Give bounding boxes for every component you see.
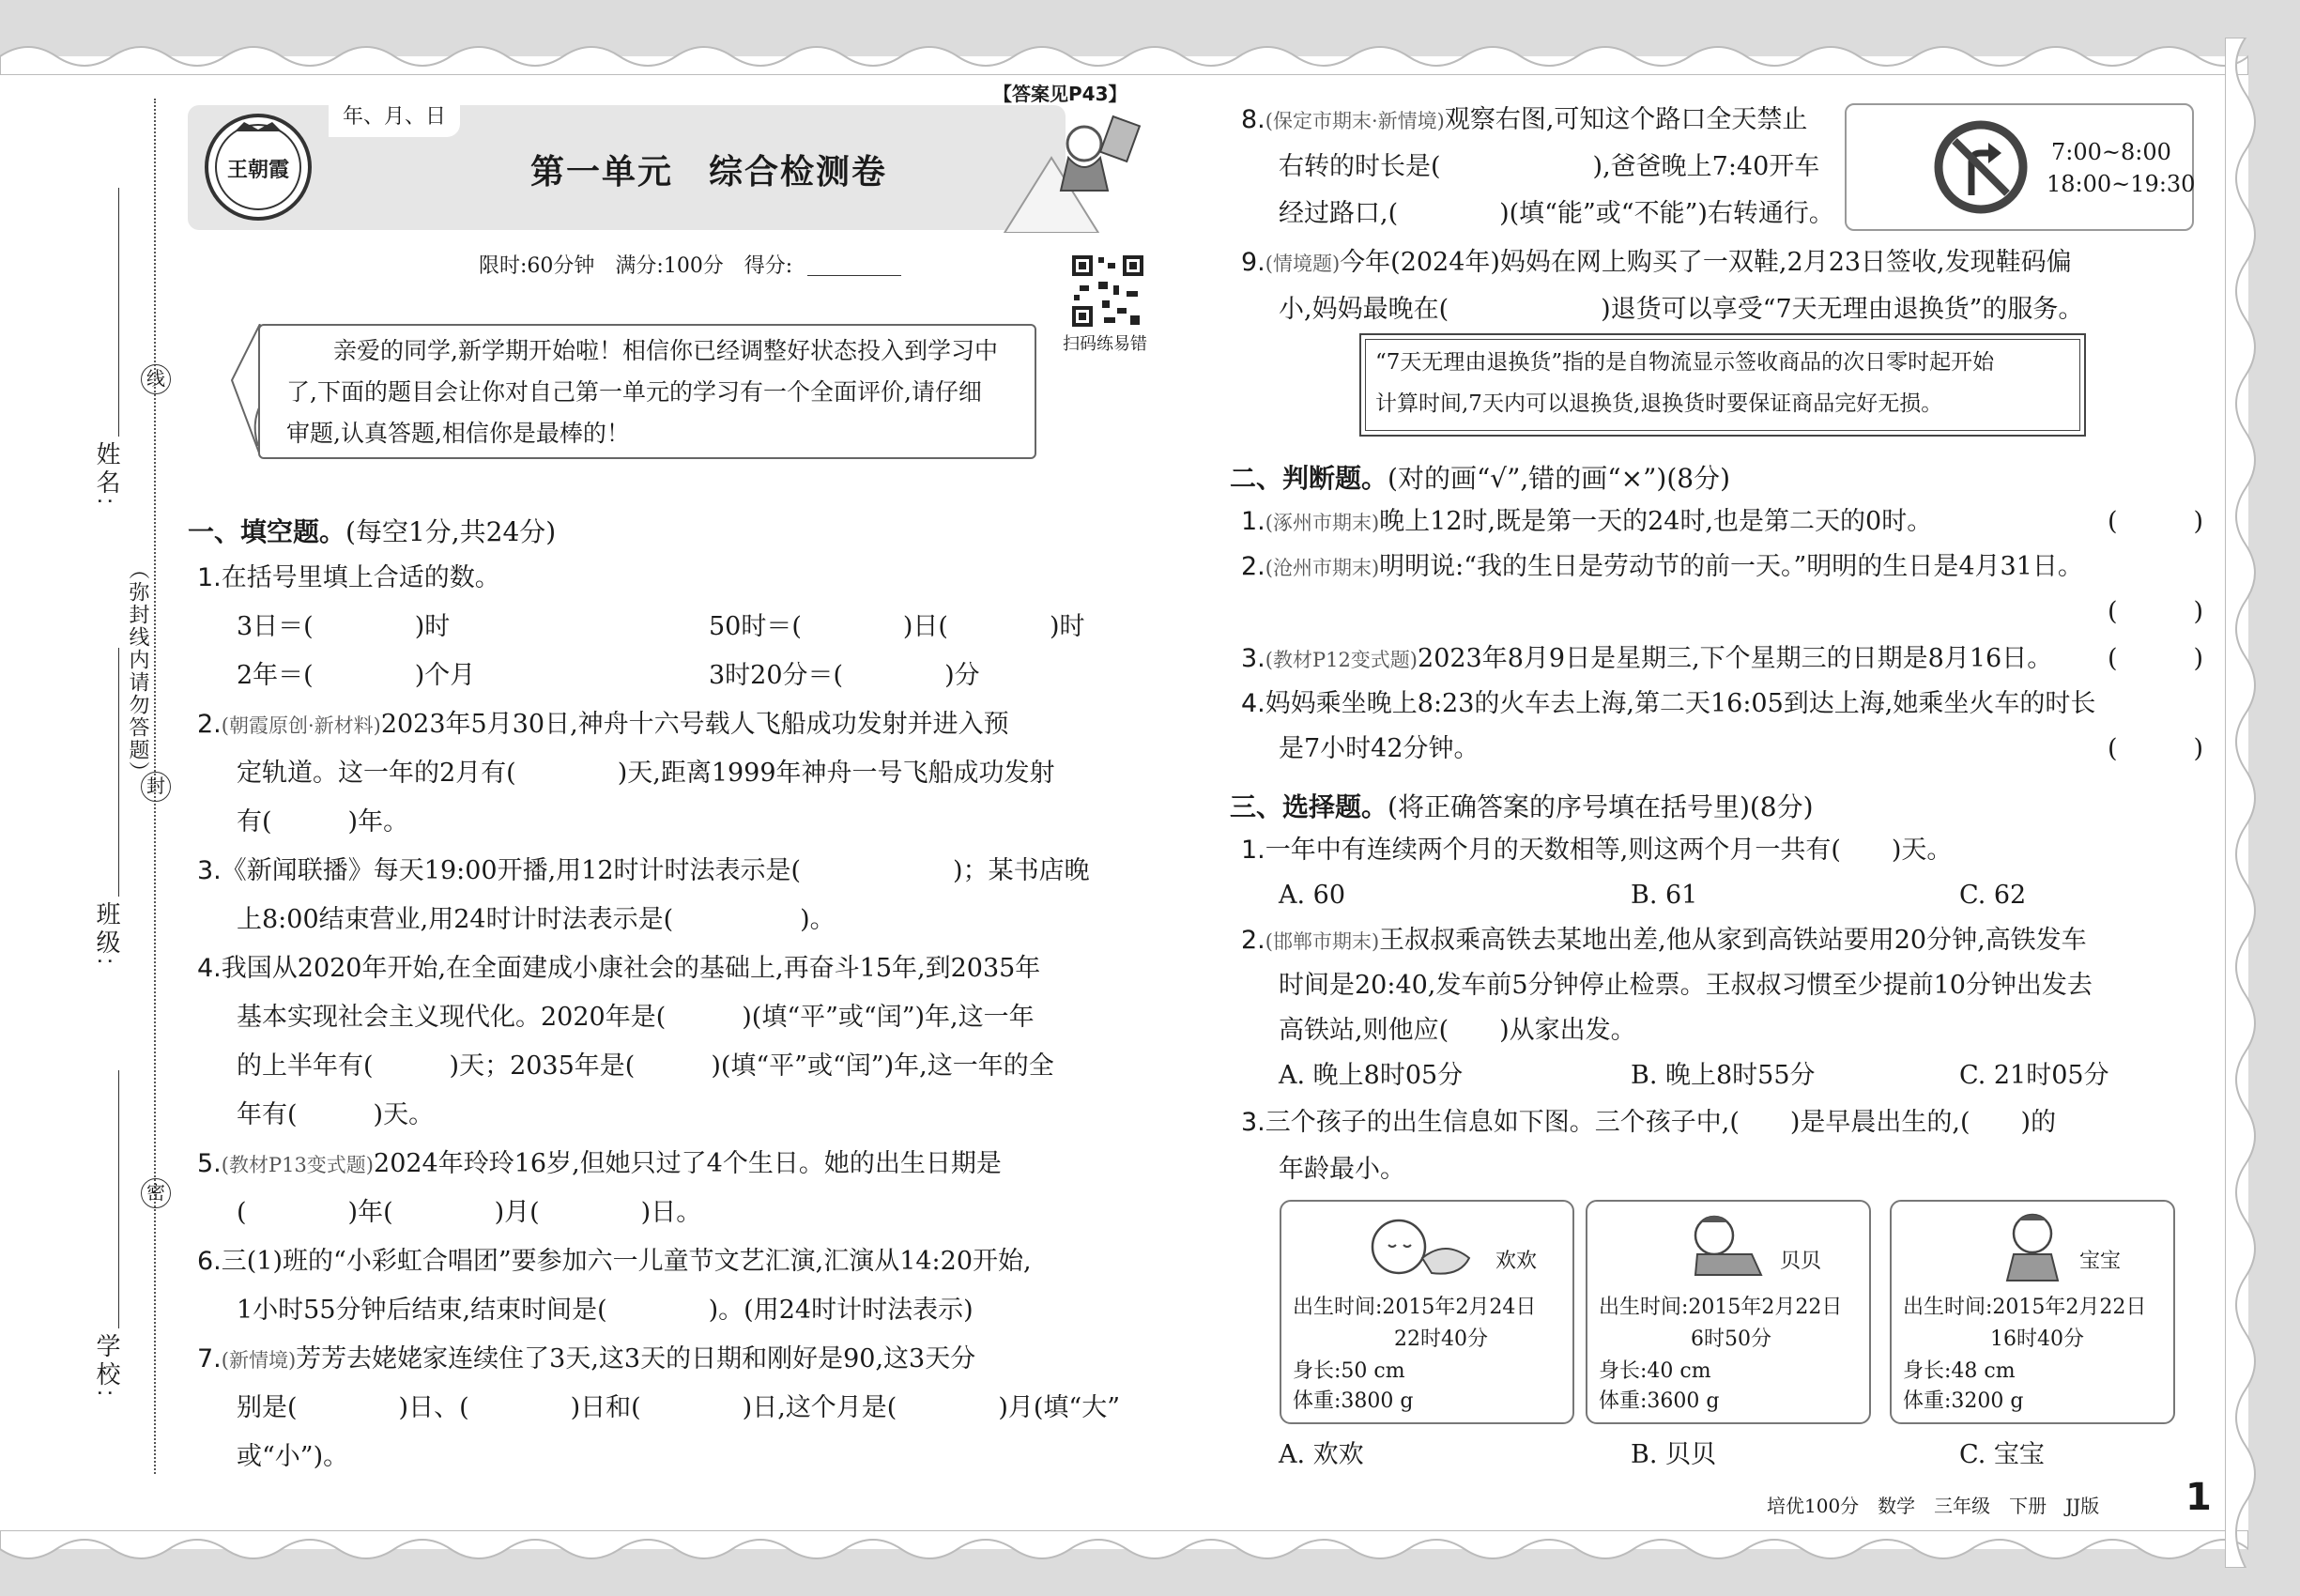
judge-answer-3[interactable]: ( )	[2108, 644, 2204, 673]
logo-text: 王朝霞	[226, 158, 290, 182]
choice-q3-option-c[interactable]: C. 宝宝	[1959, 1440, 2045, 1469]
q-text: 妈妈乘坐晚上8:23的火车去上海,第二天16:05到达上海,她乘坐火车的时长	[1265, 689, 2096, 718]
judge-item-4	[1241, 680, 2095, 729]
choice-q2-option-c[interactable]: C. 21时05分	[1959, 1061, 2109, 1090]
school-label: 学校:	[93, 1333, 121, 1401]
q-source-tag: (邯郸市期末)	[1265, 930, 1380, 953]
q1-5-line2: ( )年( )月( )日。	[237, 1198, 702, 1227]
seal-feng-mark: 封	[141, 772, 171, 802]
baby-card-baobao	[1890, 1200, 2175, 1424]
q-number: 8.	[1241, 105, 1265, 134]
q-number: 3.	[1241, 644, 1265, 673]
q-text: 一年中有连续两个月的天数相等,则这两个月一共有( )天。	[1265, 836, 1953, 865]
baby-weight: 体重:3600 g	[1599, 1389, 1720, 1413]
intro-text	[286, 330, 1023, 454]
section2-note: (对的画“√”,错的画“×”)(8分)	[1388, 463, 1730, 494]
choice-q2-line1	[1241, 916, 2087, 966]
q-number: 2.	[1241, 552, 1265, 581]
baby-birth-time: 22时40分	[1394, 1327, 1488, 1351]
q1-8-line3: 经过路口,( )(填“能”或“不能”)右转通行。	[1279, 199, 1834, 228]
baby-height: 身长:40 cm	[1599, 1359, 1711, 1383]
q-source-tag: (朝霞原创·新材料)	[221, 714, 381, 737]
q-number: 2.	[1241, 926, 1265, 955]
baby-birth: 出生时间:2015年2月24日	[1293, 1296, 1537, 1319]
school-underline[interactable]	[118, 1070, 119, 1328]
q-number: 1.	[1241, 507, 1265, 536]
q1-6-line1	[197, 1237, 1032, 1286]
judge-item-4-line2: 是7小时42分钟。	[1279, 734, 1480, 763]
score-blank[interactable]	[807, 275, 901, 276]
choice-q2-option-a[interactable]: A. 晚上8时05分	[1279, 1061, 1464, 1090]
judge-answer-4[interactable]: ( )	[2108, 734, 2204, 763]
seal-line-mark: 线	[141, 364, 171, 394]
q-text: 《新闻联播》每天19:00开播,用12时计时法表示是( )；某书店晚	[221, 856, 1090, 885]
baby-birth: 出生时间:2015年2月22日	[1903, 1296, 2147, 1319]
q-number: 1.	[197, 563, 222, 592]
q-text: 2023年8月9日是星期三,下个星期三的日期是8月16日。	[1418, 644, 2053, 673]
class-label: 班级:	[93, 901, 121, 969]
section3-heading	[1230, 787, 1814, 824]
q1-1	[197, 554, 500, 603]
q-text: 三个孩子的出生信息如下图。三个孩子中,( )是早晨出生的,( )的	[1265, 1108, 2057, 1137]
choice-q1-option-a[interactable]: A. 60	[1279, 881, 1346, 910]
q-text: 三(1)班的“小彩虹合唱团”要参加六一儿童节文艺汇演,汇演从14:20开始,	[221, 1247, 1032, 1276]
intro-line-1: 亲爱的同学,新学期开始啦！相信你已经调整好状态投入到学习中	[286, 337, 998, 364]
q1-1-d: 3时20分＝( )分	[709, 661, 980, 690]
q-source-tag: (教材P13变式题)	[221, 1154, 375, 1176]
q-text: 芳芳去姥姥家连续住了3天,这3天的日期和刚好是90,这3天分	[296, 1344, 976, 1373]
q-text: 在括号里填上合适的数。	[221, 563, 500, 592]
q1-3-line2: 上8:00结束营业,用24时计时法表示是( )。	[237, 905, 836, 934]
q-source-tag: (教材P12变式题)	[1265, 649, 1418, 671]
section1-title: 一、填空题。	[188, 516, 346, 547]
section3-title: 三、选择题。	[1230, 791, 1388, 822]
page-title: 第一单元 综合检测卷	[530, 153, 888, 192]
q1-3-line1	[197, 847, 1090, 896]
baby-birth-time: 16时40分	[1990, 1327, 2084, 1351]
choice-q1-option-c[interactable]: C. 62	[1959, 881, 2027, 910]
q-number: 3.	[1241, 1108, 1265, 1137]
judge-item-1	[1241, 498, 1932, 547]
section1-heading	[188, 512, 556, 549]
q1-1-c: 2年＝( )个月	[237, 661, 476, 690]
choice-q3-option-a[interactable]: A. 欢欢	[1279, 1440, 1364, 1469]
paper-wavy-right-edge	[2225, 38, 2267, 1568]
name-underline[interactable]	[118, 188, 119, 437]
q-text: 2023年5月30日,神舟十六号载人飞船成功发射并进入预	[380, 710, 1009, 739]
intro-line-3: 审题,认真答题,相信你是最棒的！	[286, 420, 630, 447]
q1-7-line1	[197, 1335, 975, 1385]
q1-6-line2: 1小时55分钟后结束,结束时间是( )。(用24时计时法表示)	[237, 1296, 974, 1325]
baby-name: 贝贝	[1780, 1250, 1822, 1273]
section3-note: (将正确答案的序号填在括号里)(8分)	[1388, 791, 1814, 822]
section2-heading	[1230, 458, 1730, 496]
q-text: 今年(2024年)妈妈在网上购买了一双鞋,2月23日签收,发现鞋码偏	[1340, 248, 2072, 277]
baby-name: 欢欢	[1495, 1250, 1538, 1273]
choice-q2-option-b[interactable]: B. 晚上8时55分	[1631, 1061, 1816, 1090]
judge-answer-1[interactable]: ( )	[2108, 507, 2204, 536]
no-right-turn-sign-icon	[1934, 120, 2028, 214]
q1-1-a: 3日＝( )时	[237, 612, 451, 641]
return-policy-line1: “7天无理由退换货”指的是自物流显示签收商品的次日零时起开始	[1375, 350, 1995, 375]
sign-time-2: 18:00~19:30	[2047, 171, 2196, 197]
baby-card-beibei	[1586, 1200, 1871, 1424]
q-number: 9.	[1241, 248, 1265, 277]
baby-name: 宝宝	[2079, 1250, 2122, 1273]
q-text: 2024年玲玲16岁,但她只过了4个生日。她的出生日期是	[374, 1149, 1002, 1178]
q1-9-line1	[1241, 238, 2072, 288]
q-text: 晚上12时,既是第一天的24时,也是第二天的0时。	[1379, 507, 1933, 536]
seal-mi-mark: 密	[141, 1178, 171, 1208]
q1-5-line1	[197, 1140, 1002, 1189]
q1-4-line1	[197, 944, 1040, 993]
q1-8-line1	[1241, 96, 1807, 146]
q1-2-line2: 定轨道。这一年的2月有( )天,距离1999年神舟一号飞船成功发射	[237, 759, 1055, 788]
q-number: 7.	[197, 1344, 222, 1373]
name-label: 姓名:	[93, 441, 121, 509]
section2-title: 二、判断题。	[1230, 463, 1388, 494]
baby-height: 身长:48 cm	[1903, 1359, 2016, 1383]
paper-wavy-top-edge	[0, 38, 2248, 75]
baby-card-huanhuan	[1280, 1200, 1574, 1424]
choice-q3-line2: 年龄最小。	[1279, 1155, 1405, 1184]
q1-7-line3: 或“小”)。	[237, 1442, 349, 1471]
paper-wavy-bottom-edge	[0, 1530, 2248, 1568]
q-source-tag: (涿州市期末)	[1265, 512, 1380, 534]
sign-time-1: 7:00~8:00	[2051, 139, 2171, 165]
intro-line-2: 了,下面的题目会让你对自己第一单元的学习有一个全面评价,请仔细	[286, 378, 982, 406]
baby-weight: 体重:3800 g	[1293, 1389, 1414, 1413]
baby-weight: 体重:3200 g	[1903, 1389, 2024, 1413]
judge-answer-2[interactable]: ( )	[2108, 597, 2204, 626]
binding-margin	[0, 0, 178, 1596]
q-text: 王叔叔乘高铁去某地出差,他从家到高铁站要用20分钟,高铁发车	[1379, 926, 2087, 955]
q-source-tag: (沧州市期末)	[1265, 557, 1380, 579]
q-number: 3.	[197, 856, 222, 885]
choice-q3-option-b[interactable]: B. 贝贝	[1631, 1440, 1717, 1469]
q-source-tag: (情境题)	[1265, 253, 1341, 275]
q-text: 明明说:“我的生日是劳动节的前一天。”明明的生日是4月31日。	[1379, 552, 2083, 581]
q1-4-line2: 基本实现社会主义现代化。2020年是( )(填“平”或“闰”)年,这一年	[237, 1003, 1035, 1032]
crawling-baby-icon	[1677, 1209, 1780, 1284]
exam-meta: 限时:60分钟 满分:100分 得分:	[479, 254, 793, 278]
q-number: 4.	[197, 954, 222, 983]
cartoon-scientist-icon	[986, 101, 1164, 233]
date-badge: 年、月、日	[329, 101, 460, 137]
choice-q2-line2: 时间是20:40,发车前5分钟停止检票。王叔叔习惯至少提前10分钟出发去	[1279, 971, 2093, 1000]
q1-2-line1	[197, 700, 1009, 750]
choice-q1-option-b[interactable]: B. 61	[1631, 881, 1698, 910]
q-text: 我国从2020年开始,在全面建成小康社会的基础上,再奋斗15年,到2035年	[221, 954, 1041, 983]
footer-book-info: 培优100分 数学 三年级 下册 JJ版	[1767, 1495, 2100, 1517]
page-number: 1	[2185, 1476, 2212, 1519]
q-number: 4.	[1241, 689, 1265, 718]
q1-9-line2: 小,妈妈最晚在( )退货可以享受“7天无理由退换货”的服务。	[1279, 295, 2084, 324]
choice-q3-line1	[1241, 1098, 2056, 1147]
baby-birth-time: 6时50分	[1691, 1327, 1771, 1351]
sleeping-baby-icon	[1357, 1211, 1488, 1286]
seal-warning-text: （弥封线内请勿答题）	[127, 559, 150, 784]
q-number: 1.	[1241, 836, 1265, 865]
q-source-tag: (保定市期末·新情境)	[1265, 110, 1445, 132]
choice-q1	[1241, 826, 1952, 875]
q1-4-line3: 的上半年有( )天；2035年是( )(填“平”或“闰”)年,这一年的全	[237, 1051, 1054, 1081]
q-number: 5.	[197, 1149, 222, 1178]
answer-reference: 【答案见P43】	[993, 83, 1127, 105]
baby-birth: 出生时间:2015年2月22日	[1599, 1296, 1843, 1319]
class-underline[interactable]	[118, 648, 119, 897]
q-number: 6.	[197, 1247, 222, 1276]
judge-item-2	[1241, 543, 2083, 592]
judge-item-3	[1241, 635, 2052, 684]
qr-caption: 扫码练易错	[1063, 334, 1147, 354]
q-source-tag: (新情境)	[221, 1349, 297, 1372]
sitting-baby-icon	[1990, 1209, 2075, 1284]
baby-height: 身长:50 cm	[1293, 1359, 1405, 1383]
q1-4-line4: 年有( )天。	[237, 1100, 435, 1129]
q1-8-line2: 右转的时长是( ),爸爸晚上7:40开车	[1279, 152, 1820, 181]
q1-7-line2: 别是( )日、( )日和( )日,这个月是( )月(填“大”	[237, 1393, 1120, 1422]
q1-2-line3: 有( )年。	[237, 807, 409, 836]
section1-note: (每空1分,共24分)	[345, 516, 557, 547]
choice-q2-line3: 高铁站,则他应( )从家出发。	[1279, 1016, 1636, 1045]
q-text: 观察右图,可知这个路口全天禁止	[1444, 105, 1808, 134]
publisher-logo-icon	[202, 111, 314, 223]
qr-code-icon[interactable]	[1070, 253, 1145, 329]
return-policy-line2: 计算时间,7天内可以退换货,退换货时要保证商品完好无损。	[1375, 391, 1943, 416]
q-number: 2.	[197, 710, 222, 739]
q1-1-b: 50时＝( )日( )时	[709, 612, 1085, 641]
